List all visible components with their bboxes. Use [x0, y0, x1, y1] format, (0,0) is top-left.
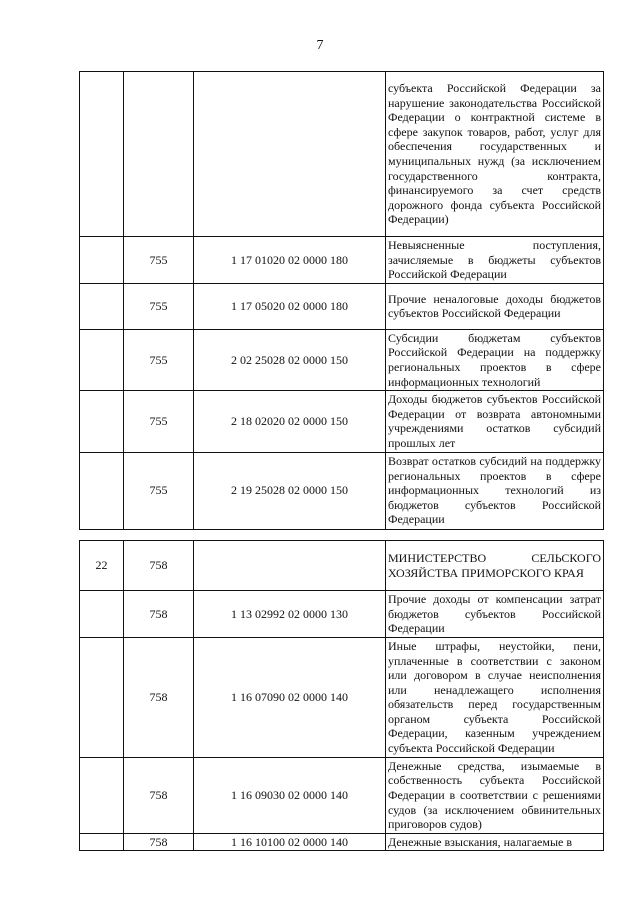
budget-code-cell: 1 17 01020 02 0000 180 — [194, 237, 386, 284]
table-row — [80, 283, 604, 329]
page-number: 7 — [316, 38, 324, 53]
table-row — [80, 452, 604, 529]
admin-code-cell — [124, 72, 194, 237]
table-row — [80, 591, 604, 638]
budget-codes-table-continued — [79, 71, 604, 530]
table-row — [80, 237, 604, 284]
budget-code-cell: 1 16 09030 02 0000 140 — [194, 757, 386, 833]
row-number-cell — [80, 452, 124, 529]
budget-code-cell: 1 16 07090 02 0000 140 — [194, 637, 386, 757]
ministry-agriculture-table — [79, 540, 604, 851]
revenue-name-cell: Прочие доходы от компенсации затрат бюджетов субъектов Российской Федерации — [386, 591, 604, 638]
table-row — [80, 329, 604, 390]
table-row — [80, 637, 604, 757]
table-row — [80, 391, 604, 452]
row-number-cell — [80, 237, 124, 284]
budget-code-cell: 1 17 05020 02 0000 180 — [194, 283, 386, 329]
budget-code-cell: 1 13 02992 02 0000 130 — [194, 591, 386, 638]
admin-code-cell: 755 — [124, 329, 194, 390]
row-number-cell — [80, 283, 124, 329]
budget-code-cell: 2 19 25028 02 0000 150 — [194, 452, 386, 529]
admin-code-cell: 758 — [124, 757, 194, 833]
revenue-name-cell: субъекта Российской Федерации за нарушение законодательства Российской Федерации о контрактной системе в сфере закупок товаров, работ, услуг для обеспечения государственных и муниципальных нужд (за исключением государственного контракта, финансируемого за счет средств дорожного фонда субъекта Российской Федерации) — [386, 72, 604, 237]
ministry-name-cell: МИНИСТЕРСТВО СЕЛЬСКОГО ХОЗЯЙСТВА ПРИМОРСКОГО КРАЯ — [386, 541, 604, 591]
row-number-cell: 22 — [80, 541, 124, 591]
admin-code-cell: 758 — [124, 591, 194, 638]
admin-code-cell: 755 — [124, 283, 194, 329]
budget-code-cell — [194, 541, 386, 591]
table-row — [80, 72, 604, 237]
revenue-name-cell: Денежные взыскания, налагаемые в — [386, 833, 604, 851]
row-number-cell — [80, 637, 124, 757]
table-row — [80, 541, 604, 591]
budget-code-cell: 2 18 02020 02 0000 150 — [194, 391, 386, 452]
revenue-name-cell: Прочие неналоговые доходы бюджетов субъектов Российской Федерации — [386, 283, 604, 329]
revenue-name-cell: Денежные средства, изымаемые в собственность субъекта Российской Федерации в соответствии с решениями судов (за исключением обвинительных приговоров судов) — [386, 757, 604, 833]
row-number-cell — [80, 72, 124, 237]
budget-code-cell: 2 02 25028 02 0000 150 — [194, 329, 386, 390]
budget-code-cell — [194, 72, 386, 237]
row-number-cell — [80, 833, 124, 851]
revenue-name-cell: Возврат остатков субсидий на поддержку региональных проектов в сфере информационных технологий из бюджетов субъектов Российской Федерации — [386, 452, 604, 529]
admin-code-cell: 758 — [124, 637, 194, 757]
admin-code-cell: 755 — [124, 237, 194, 284]
row-number-cell — [80, 329, 124, 390]
revenue-name-cell: Иные штрафы, неустойки, пени, уплаченные в соответствии с законом или договором в случае неисполнения или ненадлежащего исполнения обязательств перед государственным органом субъекта Российской Федерации, казенным учреждением субъекта Российской Федерации — [386, 637, 604, 757]
row-number-cell — [80, 391, 124, 452]
admin-code-cell: 758 — [124, 833, 194, 851]
revenue-name-cell: Невыясненные поступления, зачисляемые в бюджеты субъектов Российской Федерации — [386, 237, 604, 284]
budget-code-cell: 1 16 10100 02 0000 140 — [194, 833, 386, 851]
table-row — [80, 757, 604, 833]
revenue-name-cell: Доходы бюджетов субъектов Российской Федерации от возврата автономными учреждениями остатков субсидий прошлых лет — [386, 391, 604, 452]
row-number-cell — [80, 757, 124, 833]
row-number-cell — [80, 591, 124, 638]
admin-code-cell: 755 — [124, 452, 194, 529]
revenue-name-cell: Субсидии бюджетам субъектов Российской Федерации на поддержку региональных проектов в сфере информационных технологий — [386, 329, 604, 390]
table-row — [80, 833, 604, 851]
admin-code-cell: 755 — [124, 391, 194, 452]
admin-code-cell: 758 — [124, 541, 194, 591]
